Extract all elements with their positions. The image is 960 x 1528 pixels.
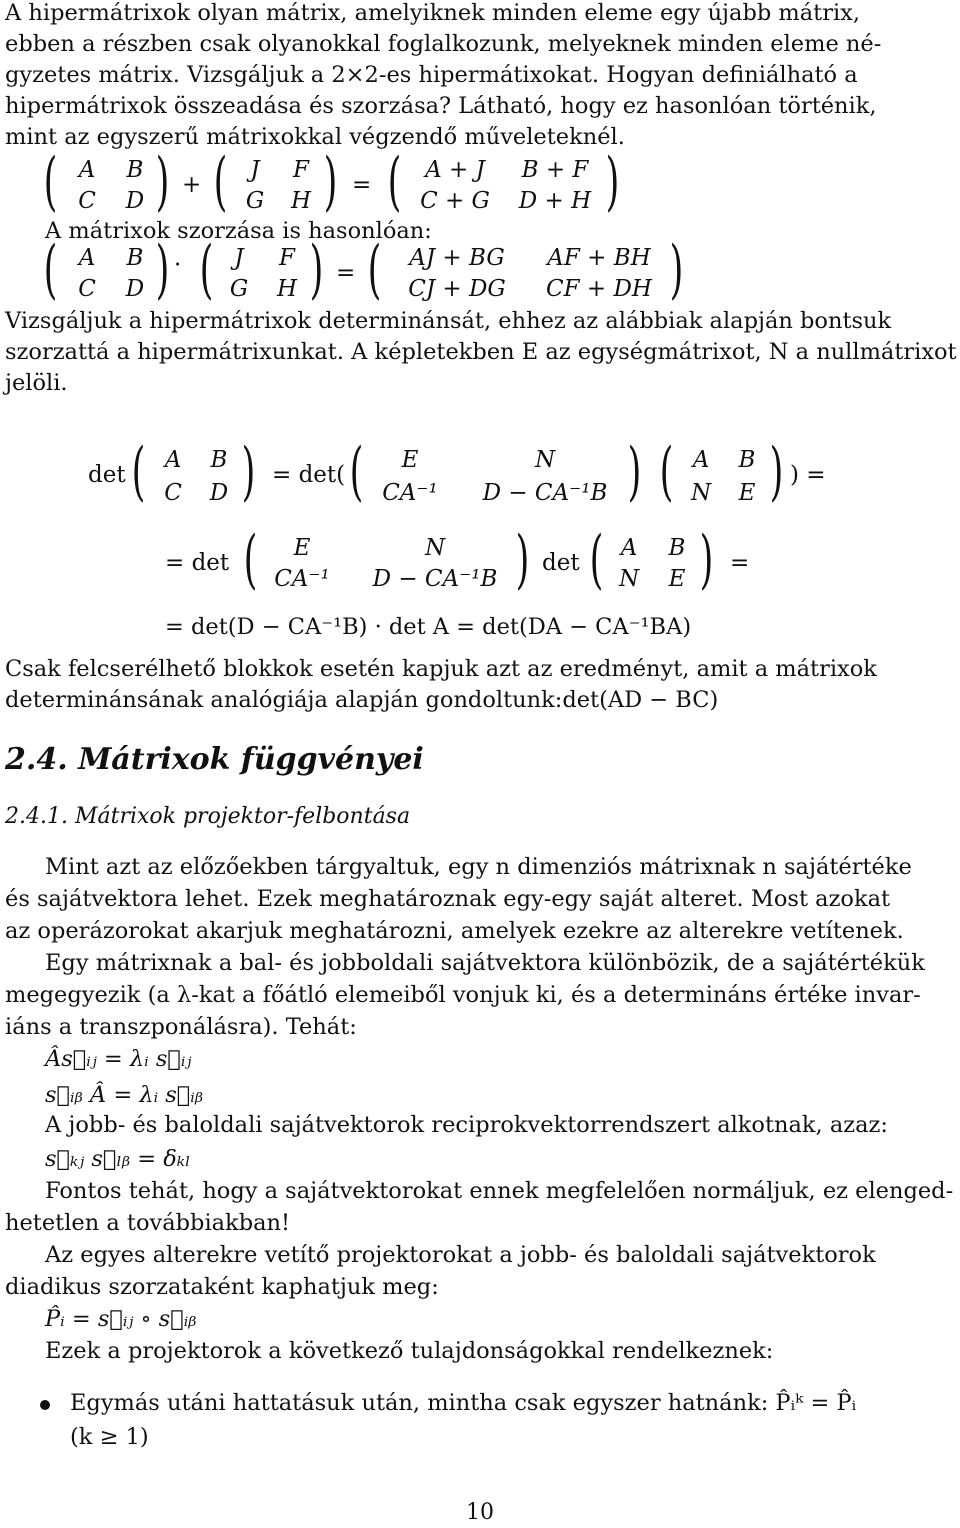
matrix-cell: D − CA⁻¹B <box>482 480 608 506</box>
bullet-item: Egymás utáni hattatásuk után, mintha csak egyszer hatnánk: P̂ᵢᵏ = P̂ᵢ <box>70 1390 857 1416</box>
matrix-cell: H <box>290 188 312 214</box>
matrix-cell: A <box>164 447 182 473</box>
body-line: az operázorokat akarjuk meghatározni, amelyek ezekre az alterekre vetítenek. <box>5 918 904 944</box>
bullet-item-cont: (k ≥ 1) <box>70 1424 149 1450</box>
mult-intro: A mátrixok szorzása is hasonlóan: <box>45 218 432 244</box>
matrix-cell: D <box>125 276 145 302</box>
matrix-cell: G <box>229 276 249 302</box>
right-paren: ) <box>241 435 256 509</box>
plus-sign: + <box>182 172 202 198</box>
page-number: 10 <box>466 1500 494 1525</box>
matrix-cell: CJ + DG <box>408 276 506 302</box>
intro-line-2: ebben a részben csak olyanokkal foglalkozunk, melyeknek minden eleme né- <box>5 31 882 57</box>
matrix-cell: N <box>618 566 640 592</box>
left-paren: ( <box>199 233 214 307</box>
matrix-cell: J <box>234 245 244 271</box>
det-intro-line-2: szorzattá a hipermátrixunkat. A képletekben E az egységmátrixot, N a nullmátrixot <box>5 339 957 365</box>
matrix-cell: B <box>210 447 228 473</box>
matrix-cell: N <box>534 447 556 473</box>
body-line: iáns a transzponálásra). Tehát: <box>5 1014 357 1040</box>
matrix-cell: C <box>78 276 96 302</box>
equals-sign: = <box>352 172 372 198</box>
det-label: det <box>542 550 580 576</box>
right-paren: ) <box>515 523 530 597</box>
formula-right-eigen: Âs⃗ᵢⱼ = λᵢ s⃗ᵢⱼ <box>45 1046 192 1072</box>
matrix-cell: C + G <box>420 188 490 214</box>
left-paren: ( <box>349 435 364 509</box>
left-paren: ( <box>367 233 382 307</box>
matrix-cell: A <box>692 447 710 473</box>
matrix-cell: CA⁻¹ <box>382 480 438 506</box>
matrix-cell: D <box>125 188 145 214</box>
matrix-cell: B <box>668 535 686 561</box>
right-paren: ) <box>323 145 338 219</box>
matrix-cell: J <box>250 157 260 183</box>
body-line: és sajátvektora lehet. Ezek meghatároznak egy-egy saját alteret. Most azokat <box>5 886 891 912</box>
left-paren: ( <box>659 435 674 509</box>
matrix-cell: B <box>738 447 756 473</box>
body-line: Ezek a projektorok a következő tulajdonságokkal rendelkeznek: <box>45 1338 774 1364</box>
body-line: Fontos tehát, hogy a sajátvektorokat ennek megfelelően normáljuk, ez elenged- <box>45 1178 954 1204</box>
det-intro-line-3: jelöli. <box>5 370 68 396</box>
matrix-cell: F <box>293 157 309 183</box>
after-det-line-1: Csak felcserélhető blokkok esetén kapjuk azt az eredményt, amit a mátrixok <box>5 656 877 682</box>
left-paren: ( <box>589 523 604 597</box>
right-paren: ) <box>627 435 642 509</box>
right-paren: ) <box>155 233 170 307</box>
matrix-cell: G <box>245 188 265 214</box>
body-line: hetetlen a továbbiakban! <box>5 1210 291 1236</box>
matrix-cell: E <box>401 447 419 473</box>
right-paren: ) <box>155 145 170 219</box>
matrix-cell: D + H <box>518 188 592 214</box>
left-paren: ( <box>43 233 58 307</box>
row-end: ) = <box>790 462 826 488</box>
matrix-cell: N <box>424 535 446 561</box>
body-line: Egy mátrixnak a bal- és jobboldali sajátvektora különbözik, de a sajátértékük <box>45 950 925 976</box>
left-paren: ( <box>131 435 146 509</box>
right-paren: ) <box>309 233 324 307</box>
left-paren: ( <box>213 145 228 219</box>
right-paren: ) <box>769 435 784 509</box>
matrix-cell: E <box>738 480 756 506</box>
matrix-cell: E <box>668 566 686 592</box>
matrix-cell: AJ + BG <box>409 245 505 271</box>
matrix-cell: D − CA⁻¹B <box>372 566 498 592</box>
matrix-cell: B <box>126 157 144 183</box>
matrix-cell: A <box>78 245 96 271</box>
matrix-cell: E <box>293 535 311 561</box>
matrix-cell: CF + DH <box>546 276 652 302</box>
bullet-icon <box>40 1400 50 1410</box>
body-line: Az egyes alterekre vetítő projektorokat a jobb- és baloldali sajátvektorok <box>45 1242 876 1268</box>
formula-reciprocal: s⃗ₖⱼ s⃗ₗᵦ = δₖₗ <box>45 1146 191 1172</box>
det-equation-row-3: = det(D − CA⁻¹B) · det A = det(DA − CA⁻¹BA) <box>165 614 692 640</box>
equals-sign: = <box>336 260 356 286</box>
body-line: A jobb- és baloldali sajátvektorok reciprokvektorrendszert alkotnak, azaz: <box>45 1112 888 1138</box>
right-paren: ) <box>669 233 684 307</box>
left-paren: ( <box>387 145 402 219</box>
matrix-cell: B <box>126 245 144 271</box>
det-label: det <box>88 462 126 488</box>
intro-line-1: A hipermátrixok olyan mátrix, amelyiknek minden eleme egy újabb mátrix, <box>5 0 860 26</box>
body-line: Mint azt az előzőekben tárgyaltuk, egy n dimenziós mátrixnak n sajátértéke <box>45 854 912 880</box>
matrix-cell: H <box>276 276 298 302</box>
matrix-cell: N <box>690 480 712 506</box>
matrix-cell: B + F <box>521 157 589 183</box>
intro-line-3: gyzetes mátrix. Vizsgáljuk a 2×2-es hipermátixokat. Hogyan definiálható a <box>5 62 858 88</box>
formula-projector: P̂ᵢ = s⃗ᵢⱼ ∘ s⃗ᵢᵦ <box>45 1306 197 1332</box>
intro-line-4: hipermátrixok összeadása és szorzása? Látható, hogy ez hasonlóan történik, <box>5 93 877 119</box>
matrix-cell: F <box>279 245 295 271</box>
matrix-cell: CA⁻¹ <box>274 566 330 592</box>
matrix-cell: C <box>164 480 182 506</box>
section-heading: 2.4. Mátrixok függvényei <box>5 742 424 777</box>
dot-operator: · <box>174 252 182 278</box>
intro-line-5: mint az egyszerű mátrixokkal végzendő műveleteknél. <box>5 124 625 150</box>
matrix-cell: A + J <box>425 157 485 183</box>
equals-det: = det <box>165 550 230 576</box>
left-paren: ( <box>243 523 258 597</box>
matrix-cell: A <box>78 157 96 183</box>
formula-left-eigen: s⃗ᵢᵦ Â = λᵢ s⃗ᵢᵦ <box>45 1082 204 1108</box>
subsection-heading: 2.4.1. Mátrixok projektor-felbontása <box>5 804 411 829</box>
row-end: = <box>730 550 750 576</box>
matrix-cell: C <box>78 188 96 214</box>
right-paren: ) <box>605 145 620 219</box>
equals-det: = det( <box>272 462 346 488</box>
after-det-line-2: determinánsának analógiája alapján gondoltunk:det(AD − BC) <box>5 687 719 713</box>
left-paren: ( <box>43 145 58 219</box>
right-paren: ) <box>699 523 714 597</box>
matrix-cell: AF + BH <box>547 245 651 271</box>
matrix-cell: A <box>620 535 638 561</box>
body-line: megegyezik (a λ-kat a főátló elemeiből vonjuk ki, és a determináns értéke invar- <box>5 982 921 1008</box>
matrix-cell: D <box>209 480 229 506</box>
body-line: diadikus szorzataként kaphatjuk meg: <box>5 1274 439 1300</box>
det-intro-line-1: Vizsgáljuk a hipermátrixok determinánsát, ehhez az alábbiak alapján bontsuk <box>5 308 892 334</box>
